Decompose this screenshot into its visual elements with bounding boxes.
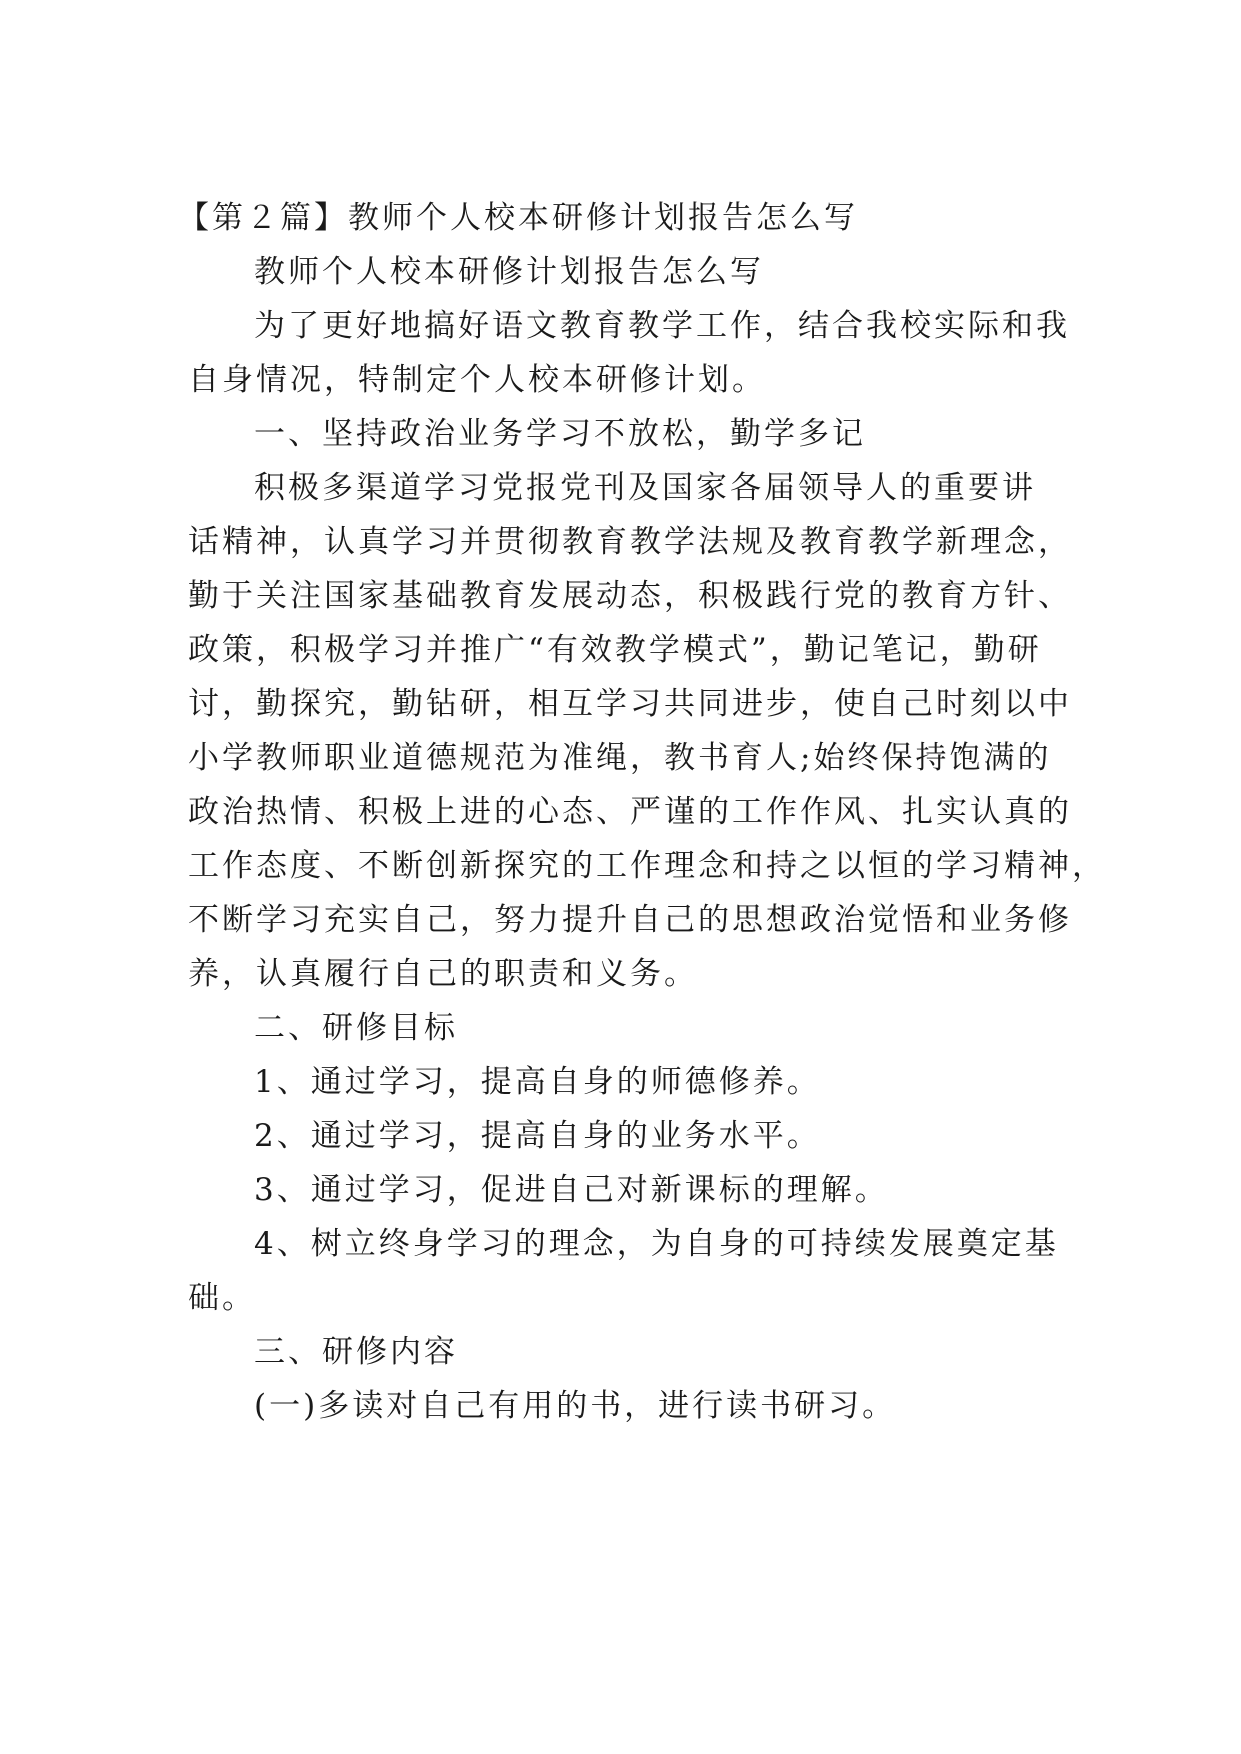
- paragraph-line: 自身情况，特制定个人校本研修计划。: [188, 362, 766, 398]
- list-item: 2、通过学习，提高自身的业务水平。: [254, 1118, 821, 1154]
- section-heading-3: 三、研修内容: [254, 1334, 458, 1370]
- paragraph-line: 积极多渠道学习党报党刊及国家各届领导人的重要讲: [254, 470, 1036, 506]
- paragraph-line: 为了更好地搞好语文教育教学工作，结合我校实际和我: [254, 308, 1070, 344]
- paragraph-line: 话精神，认真学习并贯彻教育教学法规及教育教学新理念，: [188, 524, 1072, 560]
- list-item: 3、通过学习，促进自己对新课标的理解。: [254, 1172, 889, 1208]
- paragraph-line: 勤于关注国家基础教育发展动态，积极践行党的教育方针、: [188, 578, 1072, 614]
- paragraph-line: 养，认真履行自己的职责和义务。: [188, 956, 698, 992]
- paragraph-line: 讨，勤探究，勤钻研，相互学习共同进步，使自己时刻以中: [188, 686, 1072, 722]
- paragraph-line: 小学教师职业道德规范为准绳，教书育人;始终保持饱满的: [188, 740, 1052, 776]
- subsection-heading: (一)多读对自己有用的书，进行读书研习。: [254, 1388, 897, 1424]
- subtitle-line: 教师个人校本研修计划报告怎么写: [254, 254, 764, 290]
- list-item-continuation: 础。: [188, 1280, 256, 1316]
- paragraph-line: 政治热情、积极上进的心态、严谨的工作作风、扎实认真的: [188, 794, 1072, 830]
- list-item: 1、通过学习，提高自身的师德修养。: [254, 1064, 821, 1100]
- section-heading-2: 二、研修目标: [254, 1010, 458, 1046]
- document-title: 【第２篇】教师个人校本研修计划报告怎么写: [178, 200, 858, 236]
- list-item: 4、树立终身学习的理念，为自身的可持续发展奠定基: [254, 1226, 1059, 1262]
- paragraph-line: 不断学习充实自己，努力提升自己的思想政治觉悟和业务修: [188, 902, 1072, 938]
- paragraph-line: 工作态度、不断创新探究的工作理念和持之以恒的学习精神，: [188, 848, 1106, 884]
- section-heading-1: 一、坚持政治业务学习不放松，勤学多记: [254, 416, 866, 452]
- paragraph-line: 政策，积极学习并推广“有效教学模式”，勤记笔记，勤研: [188, 632, 1042, 668]
